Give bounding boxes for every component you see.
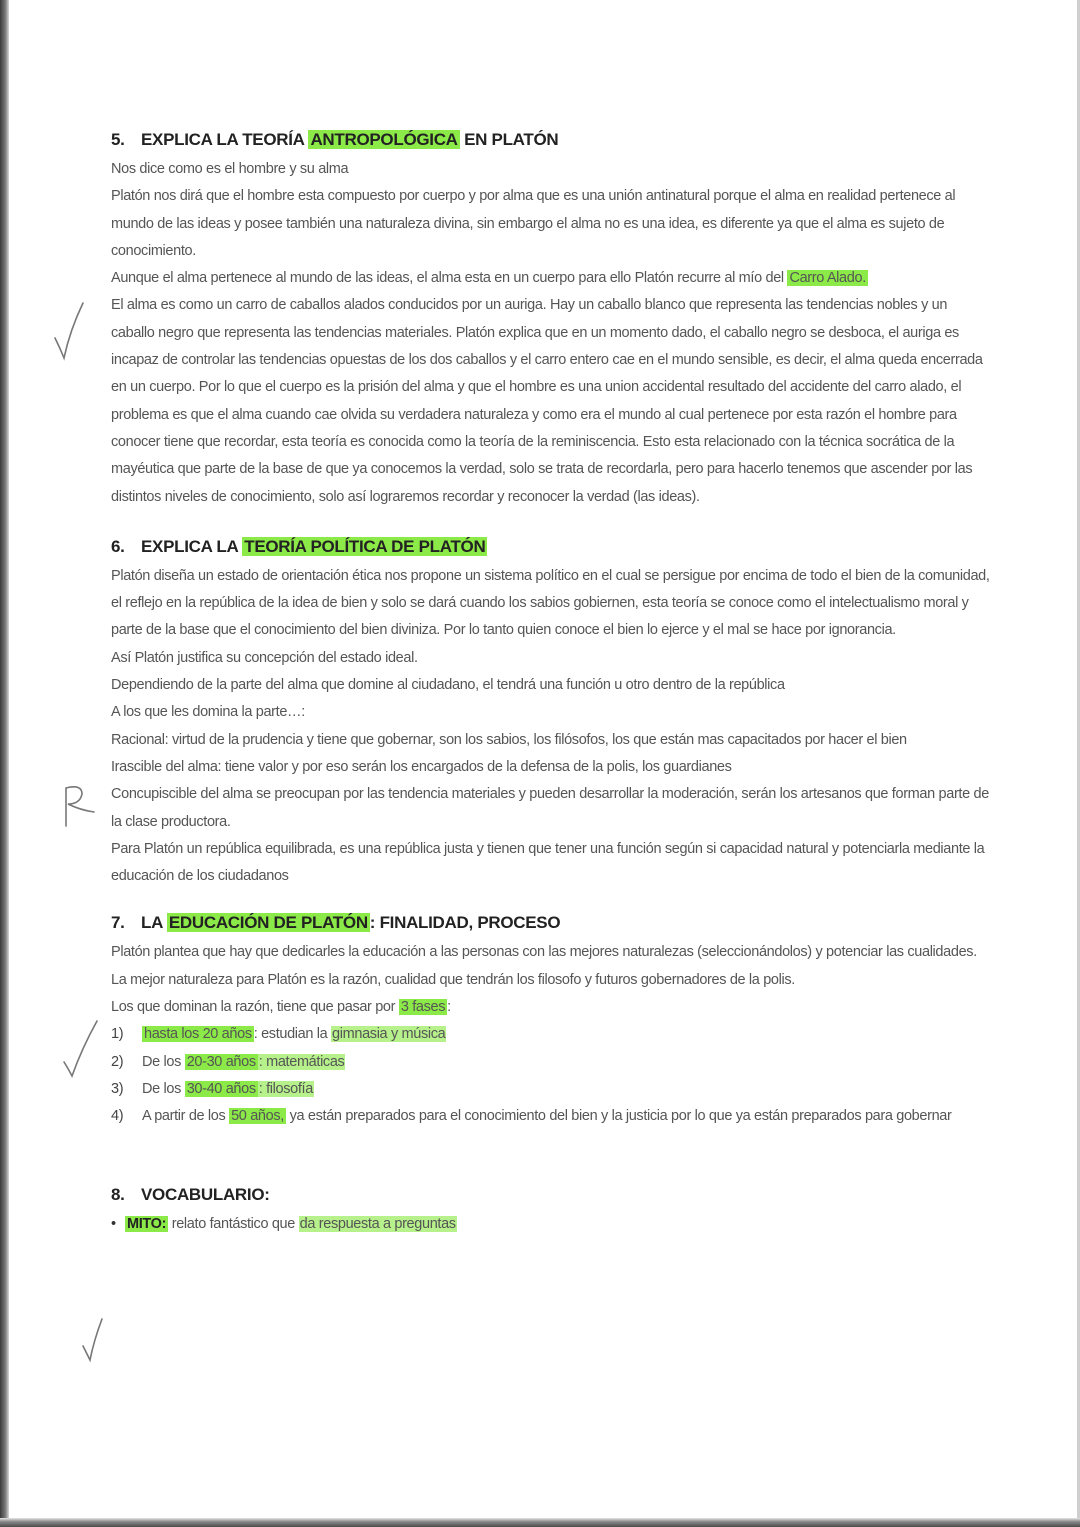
paragraph-text: Aunque el alma pertenece al mundo de las ideas, el alma esta en un cuerpo para ello Platón recurre al mío del xyxy=(111,270,788,287)
paragraph: Irascible del alma: tiene valor y por eso serán los encargados de la defensa de la polis, los guardianes xyxy=(111,758,732,775)
vocabulary-item xyxy=(111,1211,991,1238)
highlighted-term: Carro Alado. xyxy=(789,270,866,287)
section-number: 6. xyxy=(111,536,125,556)
highlighted-term: : matemáticas xyxy=(258,1053,345,1070)
heading-highlight: ANTROPOLÓGICA xyxy=(310,130,458,149)
heading-text: EXPLICA LA TEORÍA xyxy=(141,130,309,149)
list-index: 3) xyxy=(111,1080,124,1097)
list-text: ya están xyxy=(285,1108,346,1125)
list-item xyxy=(111,1021,991,1048)
list-text: De los xyxy=(142,1053,185,1070)
paragraph: Platón plantea que hay que dedicarles la educación a las personas con las mejores naturalezas (seleccionándolos) y potenciar las cualidades. La mejor naturaleza para Platón es la razón, cualidad que tendrán los filosofo y futuros gobernadores de la polis. xyxy=(111,944,977,988)
highlighted-term: 3 fases xyxy=(400,999,446,1016)
highlighted-term: 30-40 años xyxy=(186,1080,256,1097)
heading-highlight: EDUCACIÓN DE PLATÓN xyxy=(168,913,368,933)
paragraph: Así Platón justifica su concepción del estado ideal. xyxy=(111,649,418,666)
paragraph: Racional: virtud de la prudencia y tiene que gobernar, son los sabios, los filósofos, los que están mas capacitados por hacer el bien xyxy=(111,731,907,748)
heading-text: EN PLATÓN xyxy=(459,130,559,149)
section-heading xyxy=(111,1181,991,1209)
letter-r-mark xyxy=(60,782,98,830)
list-item xyxy=(111,1103,991,1130)
section-6 xyxy=(111,533,991,891)
paragraph: Para Platón un república equilibrada, es una república justa y tienen que tener una función según si capacidad natural y potenciarla mediante la educación de los ciudadanos xyxy=(111,840,985,885)
checkmark-icon xyxy=(52,300,86,362)
scan-edge-left xyxy=(0,0,9,1527)
paragraph xyxy=(111,265,991,292)
list-index: 1) xyxy=(111,1026,124,1043)
section-5 xyxy=(111,126,991,511)
list-text: preparados para el conocimiento del bien y la justicia por lo que ya están preparados para gobernar xyxy=(345,1108,952,1125)
paragraph xyxy=(111,994,991,1021)
section-8 xyxy=(111,1181,991,1238)
paragraph: Platón diseña un estado de orientación ética nos propone un sistema político en el cual se persigue por encima de todo el bien de la comunidad, el reflejo en la república de la idea de bien y solo se dará cuando los sabios gobiernen, esta teoría se conoce como el intelectualismo moral y parte de la base que el conocimiento del bien diviniza. Por lo tanto quien conoce el bien lo ejerce y el mal se hace por ignorancia. xyxy=(111,567,990,639)
section-heading xyxy=(111,533,991,561)
paragraph: El alma es como un carro de caballos alados conducidos por un auriga. Hay un caballo blanco que representa las tendencias nobles y un caballo negro que representa las tendencias materiales. Platón explica que en un momento dado, el caballo negro se desboca, el auriga es incapaz de controlar las tendencias opuestas de los dos caballos y el carro entero cae en el mundo sensible, es decir, el alma queda encerrada en un cuerpo. Por lo que el cuerpo es la prisión del alma y que el hombre es una union accidental resultado del accidente del carro alado, el problema es que el alma cuando cae olvida su verdadera naturaleza y como era el mundo al cual pertenece por esta razón el hombre para conocer tiene que recordar, esta teoría es conocida como la teoría de la reminiscencia. Esto esta relacionado con la técnica socrática de la mayéutica que parte de la base de que ya conocemos la verdad, solo se trata de recordarla, pero para hacerlo tenemos que ascender por las distintos niveles de conocimiento, solo así lograremos recordar y reconocer la verdad (las ideas). xyxy=(111,297,983,505)
heading-text: : FINALIDAD, PROCESO xyxy=(369,913,561,933)
list-index: 2) xyxy=(111,1053,124,1070)
section-number: 5. xyxy=(111,130,125,149)
section-heading xyxy=(111,909,991,937)
list-item xyxy=(111,1049,991,1076)
scan-edge-bottom xyxy=(0,1518,1080,1527)
section-number: 7. xyxy=(111,913,125,933)
highlighted-term: 20-30 años xyxy=(186,1053,256,1070)
checkmark-icon xyxy=(80,1316,108,1364)
document-body xyxy=(111,126,991,1238)
vocabulary-definition: relato fantástico que xyxy=(168,1215,299,1232)
section-heading xyxy=(111,126,991,154)
phases-list xyxy=(111,1021,991,1130)
heading-text: EXPLICA LA xyxy=(141,536,243,556)
heading-text: VOCABULARIO: xyxy=(141,1184,270,1204)
highlighted-term: 50 años, xyxy=(231,1108,284,1125)
paragraph: Platón nos dirá que el hombre esta compuesto por cuerpo y por alma que es una unión antinatural porque el alma en realidad pertenece al mundo de las ideas y posee también una naturaleza divina, sin embargo el alma no es una idea, es diferente ya que el alma es sujeto de conocimiento. xyxy=(111,188,956,259)
list-index: 4) xyxy=(111,1108,124,1125)
highlighted-term: da respuesta a preguntas xyxy=(299,1215,456,1232)
list-item xyxy=(111,1076,991,1103)
paragraph-text: : xyxy=(447,999,451,1016)
highlighted-term: gimnasia y música xyxy=(332,1026,446,1043)
section-number: 8. xyxy=(111,1184,125,1204)
vocabulary-term: MITO: xyxy=(127,1215,167,1232)
heading-highlight: TEORÍA POLÍTICA DE PLATÓN xyxy=(244,536,486,556)
section-7 xyxy=(111,909,991,1130)
highlighted-term: : filosofía xyxy=(258,1080,313,1097)
list-text: De los xyxy=(142,1080,185,1097)
paragraph: Dependiendo de la parte del alma que domine al ciudadano, el tendrá una función u otro dentro de la república xyxy=(111,677,785,694)
list-text: : estudian la xyxy=(253,1026,332,1043)
paragraph: Nos dice como es el hombre y su alma xyxy=(111,161,349,177)
paragraph-text: Los que dominan la razón, tiene que pasar por xyxy=(111,999,399,1016)
paragraph: A los que les domina la parte…: xyxy=(111,704,305,721)
highlighted-term: hasta los 20 años xyxy=(144,1026,252,1043)
checkmark-icon xyxy=(60,1018,100,1080)
list-text: A partir de los xyxy=(142,1108,230,1125)
heading-text: LA xyxy=(141,913,167,933)
bullet-icon: • xyxy=(111,1215,116,1232)
paragraph: Concupiscible del alma se preocupan por las tendencia materiales y pueden desarrollar la moderación, serán los artesanos que forman parte de la clase productora. xyxy=(111,786,989,830)
